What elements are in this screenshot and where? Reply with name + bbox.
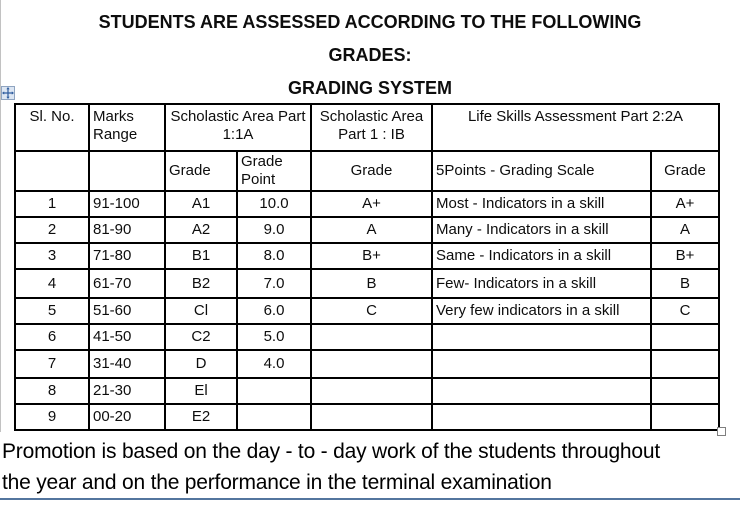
header-five-points-scale: 5Points - Grading Scale [432, 151, 651, 191]
cell-grade: D [165, 350, 237, 378]
cell-sl-no: 2 [15, 217, 89, 243]
cell-grade: C2 [165, 324, 237, 350]
cell-grade: El [165, 378, 237, 404]
cell-grade-1b: C [311, 298, 432, 324]
promotion-note-line-1: Promotion is based on the day - to - day work of the students throughout [2, 440, 660, 463]
table-header-row-2 [15, 151, 719, 191]
cell-grade-1b: B [311, 269, 432, 298]
cell-grade-2a: B+ [651, 243, 719, 269]
cell-marks: 51-60 [89, 298, 165, 324]
table-row [15, 298, 719, 324]
table-row [15, 191, 719, 217]
cell-grade-1b [311, 324, 432, 350]
cell-marks: 00-20 [89, 404, 165, 430]
cell-grade: B1 [165, 243, 237, 269]
header-empty-1 [89, 151, 165, 191]
cell-indicator: Same - Indicators in a skill [432, 243, 651, 269]
grading-table [14, 103, 720, 431]
cell-grade: E2 [165, 404, 237, 430]
cell-indicator [432, 324, 651, 350]
cell-grade-1b [311, 378, 432, 404]
cell-sl-no: 3 [15, 243, 89, 269]
table-row [15, 404, 719, 430]
header-grade-1a: Grade [165, 151, 237, 191]
cell-grade-point: 10.0 [237, 191, 311, 217]
header-scholastic-1a: Scholastic Area Part 1:1A [165, 104, 311, 151]
cell-grade-2a: B [651, 269, 719, 298]
cell-grade-point: 7.0 [237, 269, 311, 298]
cell-marks: 21-30 [89, 378, 165, 404]
header-empty-0 [15, 151, 89, 191]
cell-indicator [432, 378, 651, 404]
cell-grade-point [237, 404, 311, 430]
header-sl-no: Sl. No. [15, 104, 89, 151]
cell-grade-point: 8.0 [237, 243, 311, 269]
promotion-note [2, 436, 738, 498]
cell-grade-point: 9.0 [237, 217, 311, 243]
cell-grade-2a [651, 404, 719, 430]
title-line-2: GRADES: [328, 45, 412, 65]
cell-sl-no: 7 [15, 350, 89, 378]
cell-grade-point: 6.0 [237, 298, 311, 324]
title-line-3: GRADING SYSTEM [287, 78, 452, 98]
cell-grade-point: 5.0 [237, 324, 311, 350]
cell-marks: 81-90 [89, 217, 165, 243]
cell-sl-no: 5 [15, 298, 89, 324]
cell-grade-1b: A+ [311, 191, 432, 217]
cell-marks: 31-40 [89, 350, 165, 378]
cell-indicator: Most - Indicators in a skill [432, 191, 651, 217]
cell-grade-1b: B+ [311, 243, 432, 269]
table-row [15, 243, 719, 269]
cell-marks: 71-80 [89, 243, 165, 269]
cell-grade-1b: A [311, 217, 432, 243]
cell-indicator: Many - Indicators in a skill [432, 217, 651, 243]
cell-indicator [432, 404, 651, 430]
cell-grade-1b [311, 404, 432, 430]
cell-grade-2a: A+ [651, 191, 719, 217]
header-life-skills: Life Skills Assessment Part 2:2A [432, 104, 719, 151]
table-row [15, 350, 719, 378]
cell-grade-2a [651, 378, 719, 404]
table-row [15, 217, 719, 243]
table-header-row-1 [15, 104, 719, 151]
cell-grade: Cl [165, 298, 237, 324]
promotion-note-line-2: the year and on the performance in the terminal examination [2, 471, 552, 494]
cell-sl-no: 6 [15, 324, 89, 350]
cell-grade-point [237, 378, 311, 404]
cell-sl-no: 1 [15, 191, 89, 217]
cell-indicator [432, 350, 651, 378]
cell-marks: 41-50 [89, 324, 165, 350]
cell-marks: 91-100 [89, 191, 165, 217]
cell-marks: 61-70 [89, 269, 165, 298]
cell-grade: A1 [165, 191, 237, 217]
cell-sl-no: 4 [15, 269, 89, 298]
bottom-divider-line [0, 498, 740, 500]
cell-grade-1b [311, 350, 432, 378]
header-grade-2a: Grade [651, 151, 719, 191]
table-row [15, 378, 719, 404]
cell-grade-2a [651, 324, 719, 350]
document-title [0, 6, 740, 105]
cell-grade-2a: C [651, 298, 719, 324]
table-resize-handle[interactable] [717, 427, 726, 436]
cell-indicator: Few- Indicators in a skill [432, 269, 651, 298]
cell-grade: A2 [165, 217, 237, 243]
cell-grade: B2 [165, 269, 237, 298]
cell-indicator: Very few indicators in a skill [432, 298, 651, 324]
header-scholastic-1b: Scholastic Area Part 1 : IB [311, 104, 432, 151]
cell-sl-no: 8 [15, 378, 89, 404]
header-marks-range: Marks Range [89, 104, 165, 151]
table-row [15, 324, 719, 350]
header-grade-point: Grade Point [237, 151, 311, 191]
title-line-1: STUDENTS ARE ASSESSED ACCORDING TO THE FOLLOWING [98, 12, 642, 32]
cell-grade-2a [651, 350, 719, 378]
cell-sl-no: 9 [15, 404, 89, 430]
cell-grade-2a: A [651, 217, 719, 243]
header-grade-1b: Grade [311, 151, 432, 191]
cell-grade-point: 4.0 [237, 350, 311, 378]
table-row [15, 269, 719, 298]
table-move-icon[interactable] [1, 86, 15, 100]
